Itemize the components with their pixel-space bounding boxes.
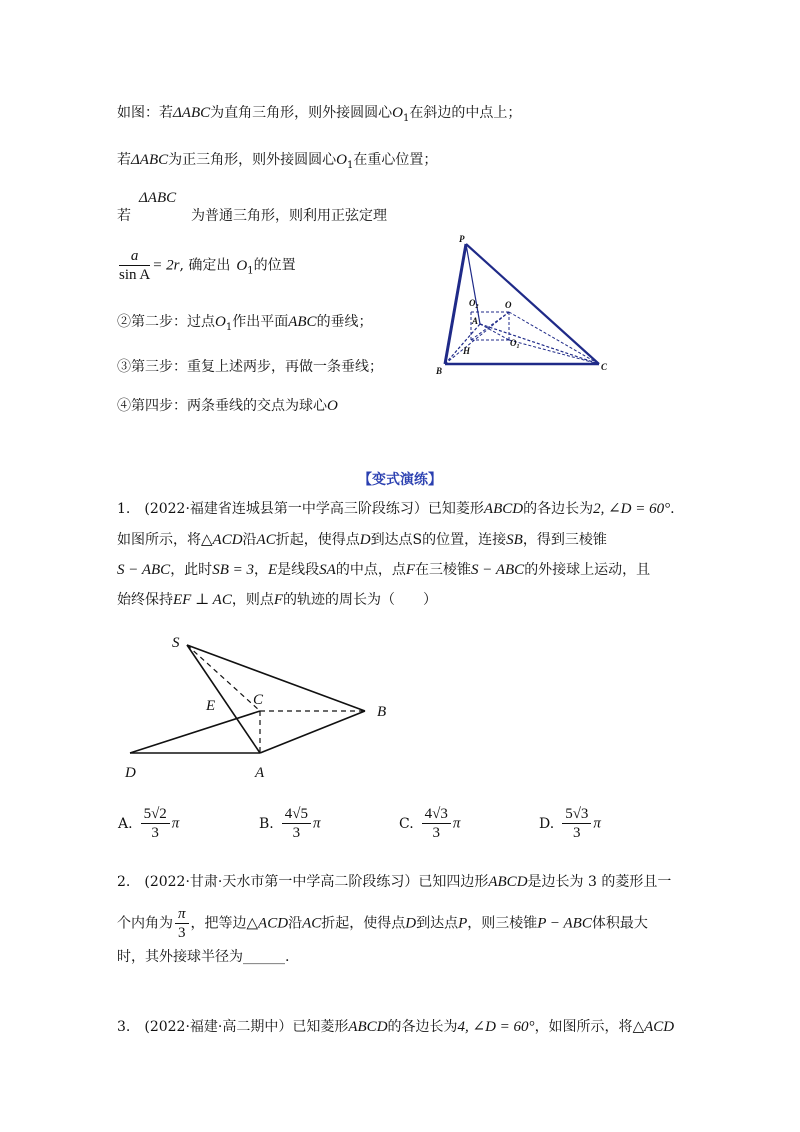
- intro-line-4: $\frac{a}{\text{sin A}}$ = 2r, 确定出 $O_1$的位置: [119, 248, 296, 283]
- intro-line-1: 如图：若ΔABC为直角三角形，则外接圆圆心$O_1$在斜边的中点上；: [117, 105, 522, 124]
- edge-pc: [466, 244, 599, 364]
- folded-rhombus-figure: [115, 625, 405, 785]
- q1-line-2: 如图所示，将△ACD沿AC折起，使得点D到达点S的位置，连接SB，得到三棱锥: [117, 532, 607, 548]
- sine-rule-fraction: $\frac{a}{\text{sin A}}$: [119, 248, 151, 283]
- label-o: O: [505, 300, 512, 310]
- option-a[interactable]: A. $\frac{5√2}{3}$ π: [118, 806, 180, 841]
- intro-line-2: 若ΔABC为正三角形，则外接圆圆心$O_1$在重心位置；: [117, 152, 438, 171]
- edge-sa: [187, 645, 260, 753]
- label-c: C: [253, 692, 264, 708]
- q1-line-4: 始终保持EF ⊥ AC，则点F的轨迹的周长为（ ）: [117, 592, 437, 608]
- label-d: D: [125, 765, 136, 781]
- label-p: P: [459, 234, 465, 244]
- intro-line-3-math: ΔABC: [139, 190, 177, 206]
- edge-dc: [130, 711, 260, 753]
- label-o1: $O_1$: [510, 338, 520, 350]
- edge-ab: [260, 711, 365, 753]
- q2-line-1: 2. (2022·甘肃·天水市第一中学高二阶段练习）已知四边形ABCD是边长为 3 的菱形且一: [117, 874, 672, 890]
- aux-5: [509, 312, 599, 364]
- label-a: A: [472, 316, 479, 326]
- label-a: A: [255, 765, 265, 781]
- q2-line-3: 时，其外接球半径为______.: [117, 949, 290, 965]
- intro-line-3: 若 为普通三角形，则利用正弦定理: [117, 208, 387, 224]
- q1-line-3: S − ABC，此时SB = 3，E是线段SA的中点，点F在三棱锥S − ABC的外接球上运动，且: [117, 562, 651, 578]
- tetrahedron-figure: [425, 228, 625, 378]
- q2-line-2: 个内角为 $\frac{\pi}{3}$ ，把等边△ACD沿AC折起，使得点D到达点P，则三棱锥P − ABC体积最大: [117, 906, 648, 941]
- label-o2: $O_2$: [469, 298, 479, 310]
- step-4: ④第四步：两条垂线的交点为球心O: [117, 398, 338, 414]
- step-2: ②第二步：过点$O_1$作出平面ABC的垂线；: [117, 314, 373, 333]
- section-title: 【变式演练】: [358, 472, 442, 488]
- step-3: ③第三步：重复上述两步，再做一条垂线；: [117, 359, 383, 375]
- label-h: H: [463, 346, 471, 356]
- option-c[interactable]: C. $\frac{4√3}{3}$ π: [399, 806, 461, 841]
- option-d[interactable]: D. $\frac{5√3}{3}$ π: [539, 806, 601, 841]
- option-b[interactable]: B. $\frac{4√5}{3}$ π: [259, 806, 321, 841]
- q1-line-1: 1. (2022·福建省连城县第一中学高三阶段练习）已知菱形ABCD的各边长为2, ∠D = 60°.: [117, 501, 675, 517]
- label-e: E: [206, 698, 216, 714]
- label-b: B: [377, 704, 387, 720]
- label-s: S: [172, 635, 180, 651]
- label-c: C: [601, 362, 608, 372]
- label-b: B: [436, 366, 443, 376]
- q3-line-1: 3. (2022·福建·高二期中）已知菱形ABCD的各边长为4, ∠D = 60°，如图所示，将△ACD: [117, 1019, 675, 1035]
- edge-sc: [187, 645, 260, 711]
